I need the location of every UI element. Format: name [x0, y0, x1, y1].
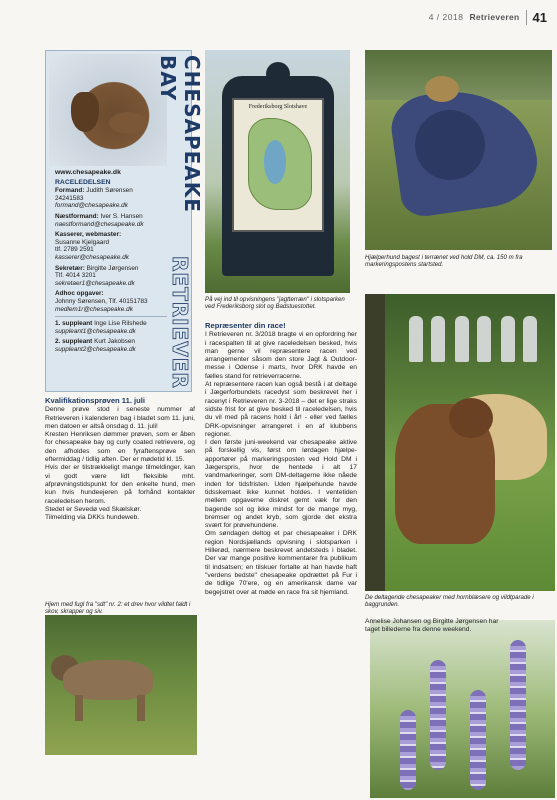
contact-list [55, 169, 167, 356]
people-in-background [405, 306, 555, 366]
article-paragraph: Kresten Henriksen dømmer prøven, som er åben for chesapeake bay og curly coated retrievere, og den afholdes som en fyraftensprøve sen eftermiddag / tidlig aften. Der er mødetid kl. 15. [45, 431, 195, 464]
lupin-spike-shape [510, 640, 526, 770]
photo-helper-dog-field [365, 50, 552, 250]
article-paragraph: At repræsentere racen kan også bestå i at deltage i Jægerforbundets racedyst som beskrevet her i racenyt i Retrieveren nr. 3-2018 – det er lige straks sidste frist for at give besked til raceledelsen, hvis du vil med på racens hold i år! - eller ved fælles DRK-opvisninger arrangeret i en af klubbens regioner. [205, 381, 357, 438]
breed-info-box [45, 50, 204, 392]
contact-email[interactable]: naestformand@chesapeake.dk [55, 220, 144, 228]
photo-caption-sign: På vej ind til opvisningens "jagtterræn" i slotsparken ved Frederiksborg slot og Badstuestottet. [205, 296, 345, 311]
park-sign-shape [222, 76, 334, 276]
park-lake-shape [264, 140, 286, 184]
photo-credit: Annelise Johansen og Birgitte Jørgensen har taget billederne fra denne weekend. [365, 618, 499, 634]
page-number: 41 [526, 10, 547, 25]
dog-head-shape [425, 76, 459, 102]
dog-snout-shape [109, 112, 147, 134]
breed-title-part1: CHESAPEAKE BAY [156, 55, 204, 213]
contact-name: Inge Lise Rilshede [94, 320, 147, 328]
article-paragraph: Stedet er Sevedø ved Skælskør. [45, 505, 142, 513]
role-label: Næstformand: [55, 212, 99, 220]
contact-name: Iver S. Hansen [100, 212, 143, 220]
contact-name: Birgitte Jørgensen [86, 264, 139, 272]
person-shape [409, 316, 423, 362]
contact-naestformand [55, 213, 167, 228]
brown-dog-head-shape [449, 398, 493, 438]
person-shape [523, 316, 537, 362]
divider [55, 316, 167, 317]
contact-name: Kurt Jakobsen [94, 338, 135, 346]
contact-email[interactable]: sekretaer1@chesapeake.dk [55, 279, 135, 287]
article-paragraph: I den første juni-weekend var chesapeake aktive på forskellig vis, først om lørdagen hjælpe-apportører på markeringsposten ved Hold DM i Jægerspris, hvor de hentede i alt 17 vandmarkeringer, som DM-deltagerne ikke nåede inden for tidsfristen. Uden hjælpehunde havde tidsskemaet ikke kunnet holdes. I ventetiden mellem opgaverne diskret gemt væk for den bagende sol og ikke mindst for de mange myg, bremser og andet kryb, som gjorde det ekstra svært for prøvehundene. [205, 439, 357, 530]
lupin-spike-shape [470, 690, 486, 790]
article-paragraph: Denne prøve stod i seneste nummer af Retrieveren i kalenderen bag i bladet som 11. juni, men datoen er altså onsdag d. 11. juli! [45, 406, 195, 430]
person-shape [501, 316, 515, 362]
contact-email[interactable]: medlem1r@chesapeake.dk [55, 305, 133, 313]
lupin-spike-shape [430, 660, 446, 770]
foreground-shadow-shape [365, 294, 385, 591]
sign-crest-shape [266, 62, 290, 86]
photo-chesapeake-dogs [365, 294, 555, 591]
photo-caption-field: Hjælperhund bagest i terrænet ved hold DM, ca. 150 m fra markeringspostens startsted. [365, 254, 523, 269]
contact-sekretaer [55, 265, 167, 288]
role-label: Formand: [55, 187, 85, 195]
breed-title-vertical [156, 55, 204, 389]
role-label: Kasserer, webmaster: [55, 231, 122, 239]
contact-phone: 24241583 [55, 194, 84, 202]
contact-name: Judith Sørensen [86, 187, 133, 195]
dog-leg-shape [137, 695, 145, 721]
sign-post-shape [272, 232, 284, 276]
photo-caption-dogs: De deltagende chesapeaker med hornblæsere og vildtparade i baggrunden. [365, 594, 534, 609]
person-shape [477, 316, 491, 362]
contact-name: Susanne Kjelgaard [55, 238, 110, 246]
chesapeake-portrait-photo [49, 54, 167, 166]
section-heading: RACELEDELSEN [55, 178, 111, 186]
issue-label: 4 / 2018 [428, 12, 464, 22]
person-shape [431, 316, 445, 362]
photo-lupin-flowers [370, 620, 555, 798]
photo-dog-retrieving-bird [45, 615, 197, 755]
article-kvalifikation [45, 397, 195, 522]
photo-caption-retrieve: Hjem med fugl fra "sdt" nr. 2: et drev hvor vildtet faldt i skov, skrapper og siv. [45, 601, 191, 616]
contact-email[interactable]: kasserer@chesapeake.dk [55, 253, 129, 261]
lupin-spike-shape [400, 710, 416, 790]
breed-title-part2: RETRIEVER [168, 256, 192, 389]
contact-formand [55, 187, 167, 210]
contact-name: Johnny Sørensen, Tlf. 40151783 [55, 297, 148, 305]
article-paragraph: Hvis der er tilstrækkeligt mange tilmeldinger, kan vi godt være lidt fleksible mht. afprøvningstidspunkt for den enkelte hund, men kun hvis hundeejeren på forhånd kontakter raceledelsen herom. [45, 464, 195, 505]
sign-board-title: Frederiksborg Slotshave [248, 104, 308, 110]
magazine-name: Retrieveren [469, 12, 520, 22]
role-label: 2. suppleant [55, 338, 93, 346]
photo-park-sign [205, 50, 350, 293]
dog-ear-shape [71, 92, 99, 132]
role-label: 1. suppleant [55, 320, 93, 328]
sign-board [232, 98, 324, 232]
article-paragraph: Om søndagen deltog et par chesapeaker i DRK region Nordsjællands opvisning i slotsparken i Hillerød, nærmere beskrevet andetsteds i bladet. Der var mange positive kommentarer fra publikum til indsatsen; en tilskuer fortalte at han havde haft "verdens bedste" chesapeake opdrættet på Fur i de tidlige 70'ere, og en amerikansk dame var begejstret over at møde en race fra sit hjemland. [205, 530, 357, 596]
contact-adhoc [55, 290, 167, 313]
tent-shadow-shape [415, 110, 485, 180]
club-url[interactable]: www.chesapeake.dk [55, 169, 121, 176]
contact-phone: Tlf. 4014 3201 [55, 272, 96, 280]
article-heading: Kvalifikationsprøven 11. juli [45, 396, 146, 405]
contact-email[interactable]: suppleant1@chesapeake.dk [55, 327, 136, 335]
contact-phone: tlf. 2789 2591 [55, 246, 94, 254]
contact-suppleant-1 [55, 320, 167, 335]
role-label: Adhoc opgaver: [55, 290, 104, 298]
contact-email[interactable]: formand@chesapeake.dk [55, 202, 128, 210]
contact-suppleant-2 [55, 338, 167, 353]
contact-email[interactable]: suppleant2@chesapeake.dk [55, 345, 136, 353]
article-repraesenter [205, 322, 357, 597]
role-label: Sekretær: [55, 264, 85, 272]
person-shape [455, 316, 469, 362]
dog-leg-shape [75, 695, 83, 721]
page-header [429, 8, 547, 26]
dog-body-shape [63, 660, 153, 700]
contact-kasserer [55, 231, 167, 261]
article-paragraph: Tilmelding via DKKs hundeweb. [45, 514, 140, 522]
article-paragraph: I Retrieveren nr. 3/2018 bragte vi en opfordring her i racespalten til at give raceledelsen besked, hvis man gerne vil repræsentere racen ved arrangementer såsom den store Jagt & Outdoor-messe i Odense i marts, hvor DRK havde en fælles stand for retrieverracerne. [205, 331, 357, 380]
article-heading: Repræsenter din race! [205, 321, 286, 330]
